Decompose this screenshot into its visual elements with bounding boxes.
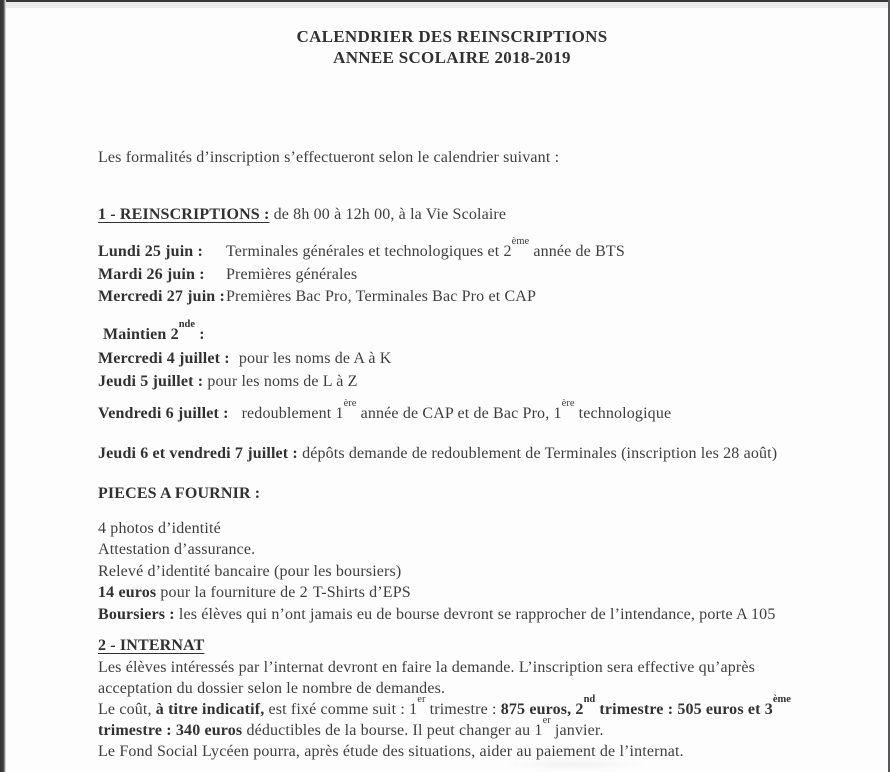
ordinal-superscript: ère [343, 397, 357, 409]
list-item: Relevé d’identité bancaire (pour les boursiers) [98, 562, 402, 580]
cost-text: janvier. [550, 722, 604, 739]
cost-bold: trimestre : 505 euros et 3 [595, 701, 773, 718]
schedule-day-label: Vendredi 6 juillet : [98, 404, 229, 422]
cost-text: Le coût, [98, 701, 156, 718]
schedule-row [98, 236, 880, 264]
schedule-row-text: pour les noms de A à K [238, 349, 392, 367]
section-2-heading-label: 2 - INTERNAT [98, 637, 205, 654]
ordinal-superscript: ère [561, 397, 575, 409]
ordinal-superscript: er [542, 715, 551, 727]
cost-text: est fixé comme suit : 1 [264, 701, 418, 718]
cost-bold: 875 euros, 2 [500, 701, 584, 718]
list-item-text: T-Shirts d’EPS [312, 584, 411, 601]
maintien-heading-post: : [195, 325, 205, 343]
pieces-list [98, 518, 880, 626]
schedule-day-label: Jeudi 5 juillet : [98, 372, 204, 390]
title-line-1: CALENDRIER DES REINSCRIPTIONS [296, 27, 608, 46]
ordinal-superscript: nde [178, 318, 196, 330]
cost-line-1 [98, 694, 880, 720]
ordinal-superscript: ème [772, 694, 791, 706]
list-item [98, 604, 880, 626]
maintien-heading-pre: Maintien 2 [103, 325, 179, 343]
reinscriptions-schedule [98, 236, 880, 309]
document-title [98, 26, 806, 68]
list-item: 4 photos d’identité [98, 519, 221, 537]
pieces-heading-label: PIECES A FOURNIR : [98, 484, 261, 502]
schedule-day-label: Mercredi 4 juillet : [98, 349, 230, 367]
list-item [98, 582, 880, 604]
redoublement-text: technologique [574, 404, 672, 422]
document-body [98, 0, 880, 762]
list-item-text: pour la fourniture de 2 [156, 584, 308, 601]
title-line-2: ANNEE SCOLAIRE 2018-2019 [333, 48, 571, 67]
paragraph-line: Les élèves intéressés par l’internat devront en faire la demande. L’inscription sera effective qu’après [98, 659, 755, 676]
schedule-day-label: Jeudi 6 et vendredi 7 juillet : [98, 444, 298, 462]
redoublement-row [98, 397, 880, 425]
list-item-text: les élèves qui n’ont jamais eu de bourse devront se rapprocher de l’intendance, porte A 105 [174, 605, 776, 623]
maintien-schedule [98, 347, 880, 393]
scan-artifact-smudge [500, 761, 650, 768]
depots-text: dépôts demande de redoublement de Terminales (inscription les 28 août) [302, 444, 778, 462]
schedule-row [98, 286, 880, 309]
maintien-heading [98, 318, 880, 347]
cost-bold: à titre indicatif, [155, 701, 265, 718]
internat-paragraph [98, 657, 880, 762]
schedule-day-label: Mardi 26 juin : [98, 265, 205, 283]
depots-row [98, 442, 880, 465]
cost-bold: trimestre : 340 euros [98, 722, 243, 739]
cost-text: trimestre : [425, 701, 501, 718]
schedule-day-label: Lundi 25 juin : [98, 243, 203, 260]
redoublement-text: redoublement 1 [241, 404, 344, 422]
list-item-lead: Boursiers : [98, 605, 175, 623]
paragraph-line: Le Fond Social Lycéen pourra, après étude des situations, aider au paiement de l’internat. [98, 743, 684, 760]
schedule-row [98, 370, 880, 393]
schedule-day-label: Mercredi 27 juin : [98, 288, 225, 305]
scan-artifact-left-edge [0, 0, 6, 772]
section-1-heading-detail: de 8h 00 à 12h 00, à la Vie Scolaire [273, 206, 507, 223]
section-1-heading [98, 203, 880, 226]
intro-text: Les formalités d’inscription s’effectueront selon le calendrier suivant : [98, 149, 560, 166]
pieces-heading [98, 482, 880, 505]
list-item: Attestation d’assurance. [98, 541, 256, 558]
schedule-row-text: Premières générales [226, 265, 358, 283]
redoublement-text: année de CAP et de Bac Pro, 1 [356, 404, 562, 422]
paragraph-line: acceptation du dossier selon le nombre de demandes. [98, 680, 446, 697]
cost-text: déductibles de la bourse. Il peut changer au 1 [242, 722, 543, 739]
schedule-row-text-after: année de BTS [529, 243, 625, 260]
schedule-row-text: Premières Bac Pro, Terminales Bac Pro et CAP [226, 288, 537, 305]
list-item-lead: 14 euros [98, 584, 157, 601]
ordinal-superscript: er [417, 694, 426, 706]
schedule-row-text: pour les noms de L à Z [207, 372, 358, 390]
schedule-row [98, 347, 880, 370]
section-1-heading-label: 1 - REINSCRIPTIONS : [98, 206, 270, 223]
cost-line-2 [98, 715, 880, 741]
ordinal-superscript: nd [583, 694, 596, 706]
ordinal-superscript: ème [511, 236, 530, 248]
schedule-row-text: Terminales générales et technologiques et 2 [226, 243, 512, 260]
schedule-row [98, 264, 880, 287]
section-2-heading [98, 635, 880, 657]
